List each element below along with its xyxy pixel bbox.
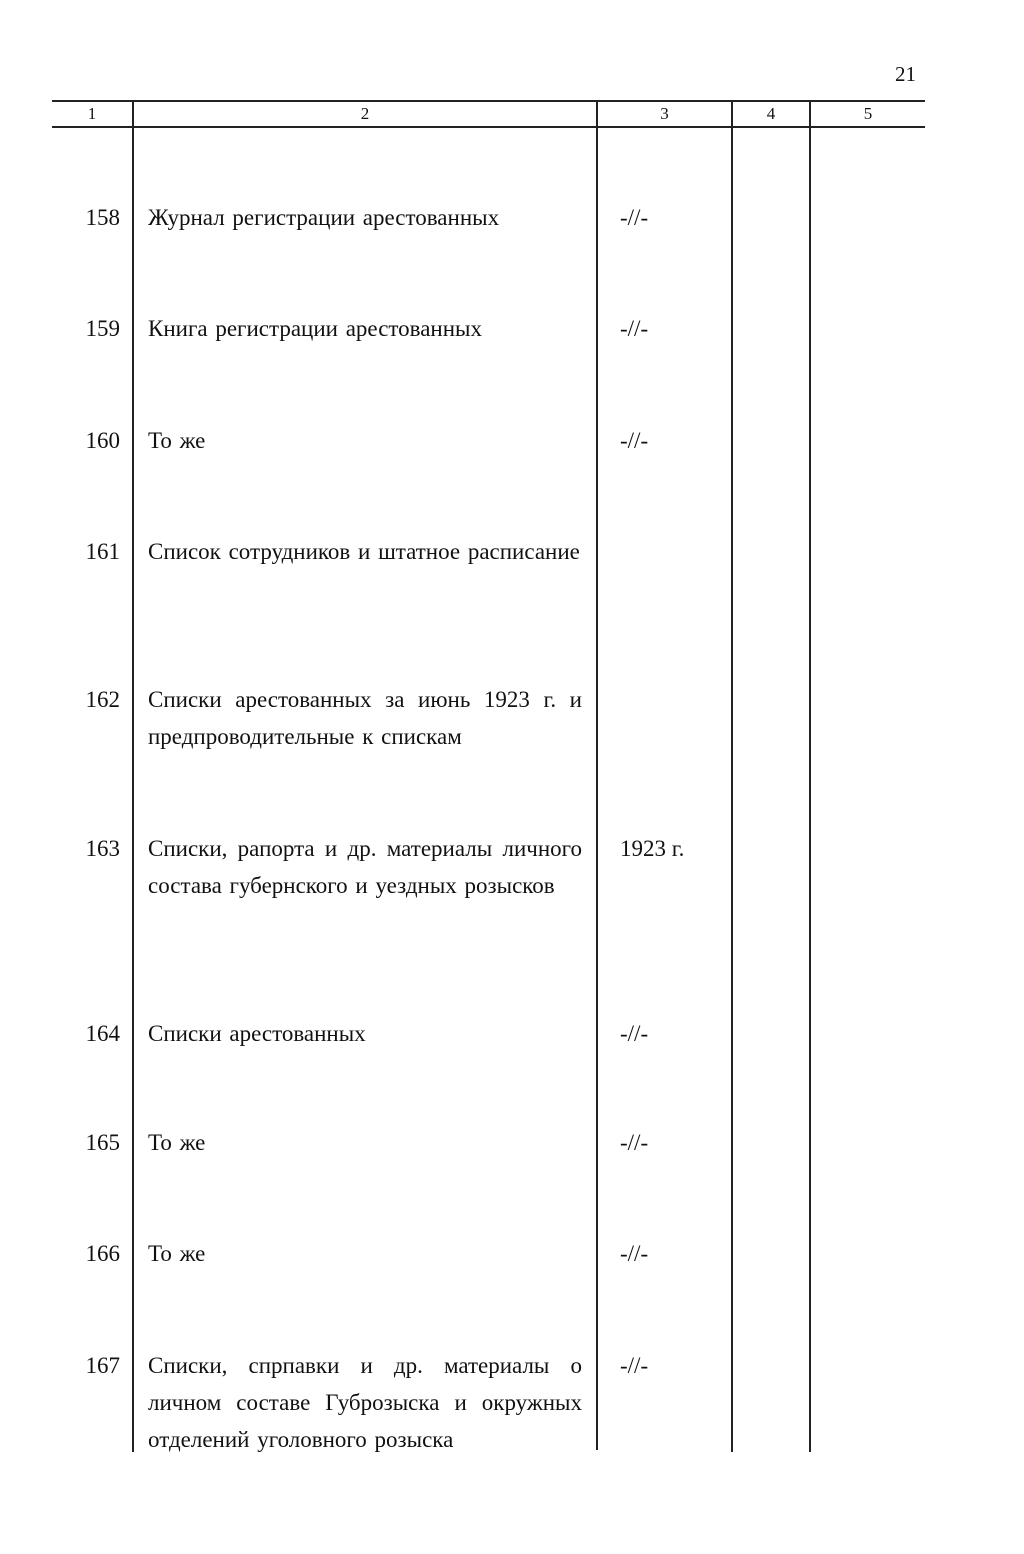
record-description: Списки арестованных за июнь 1923 г. и предпроводительные к спискам — [148, 687, 582, 749]
row-number: 163 — [85, 836, 120, 861]
column-header: 5 — [863, 104, 873, 123]
row-number: 167 — [85, 1353, 120, 1378]
record-description: Списки, спрпавки и др. материалы о личном составе Губрозыска и окружных отделений уголовного розыска — [148, 1353, 582, 1452]
row-number: 162 — [85, 687, 120, 712]
record-description: Списки арестованных — [148, 1021, 366, 1046]
record-description: То же — [148, 1130, 206, 1155]
record-dates: -//- — [620, 205, 649, 230]
column-header: 3 — [660, 104, 669, 123]
column-header: 1 — [87, 104, 97, 123]
header-bottom-rule — [52, 126, 925, 128]
row-number: 165 — [85, 1130, 120, 1155]
column-header: 2 — [360, 104, 370, 123]
row-number: 161 — [85, 539, 120, 564]
record-dates: -//- — [620, 1130, 649, 1155]
column-divider — [132, 100, 134, 1452]
record-dates: 1923 г. — [620, 836, 685, 861]
row-number: 160 — [85, 428, 120, 453]
row-number: 159 — [85, 316, 120, 341]
record-description: То же — [148, 428, 206, 453]
row-number: 158 — [85, 205, 120, 230]
record-description: Книга регистрации арестованных — [148, 316, 483, 341]
column-header: 4 — [766, 104, 776, 123]
record-description: Список сотрудников и штатное расписание — [148, 539, 580, 564]
record-dates: -//- — [620, 1021, 649, 1046]
column-divider — [809, 100, 811, 1452]
record-description: Списки, рапорта и др. материалы личного состава губернского и уездных розысков — [148, 836, 582, 898]
record-dates: -//- — [620, 1353, 649, 1378]
row-number: 164 — [85, 1021, 120, 1046]
row-number: 166 — [85, 1241, 120, 1266]
record-description: То же — [148, 1241, 206, 1266]
record-description: Журнал регистрации арестованных — [148, 205, 500, 230]
record-dates: -//- — [620, 428, 649, 453]
table-top-rule — [52, 100, 925, 102]
column-divider — [596, 100, 598, 1450]
record-dates: -//- — [620, 316, 649, 341]
column-divider — [731, 100, 733, 1452]
page-number: 21 — [895, 62, 916, 86]
record-dates: -//- — [620, 1241, 649, 1266]
